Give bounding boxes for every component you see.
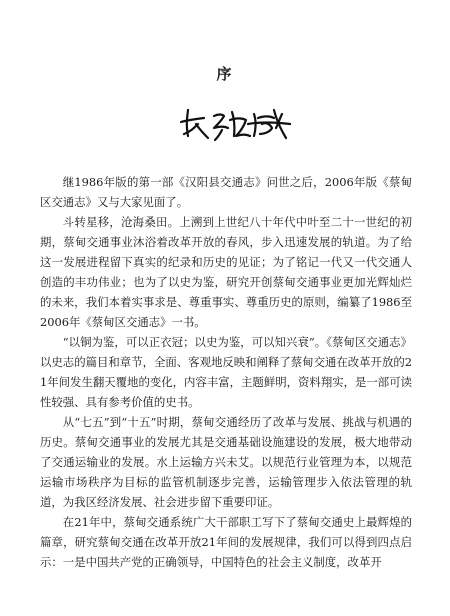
page-title: 序 (216, 65, 234, 83)
paragraph-2: 斗转星移，沧海桑田。上溯到上世纪八十年代中叶至二十一世纪的初期，蔡甸交通事业沐浴着改革开放的春风，步入迅速发展的轨道。为了给这一发展进程留下真实的纪录和历史的见证；为了铭记一代又一代交通人创造的丰功伟业；也为了以史为鉴，研究开创蔡甸交通事业更加光辉灿烂的未来，我们本着实事求是、尊重事实、尊重历史的原则，编纂了1986至2006年《蔡甸区交通志》一书。 (40, 215, 412, 329)
paragraph-4: 从“七五”到“十五”时期，蔡甸交通经历了改革与发展、挑战与机遇的历史。蔡甸交通事业的发展尤其是交通基础设施建设的发展，极大地带动了交通运输业的发展。水上运输方兴未艾。以规范行业管理为本，以规范运输市场秩序为目标的监管机制逐步完善，运输管理步入依法管理的轨道，为我区经济发展、社会进步留下重要印证。 (40, 415, 412, 509)
paragraph-5: 在21年中，蔡甸交通系统广大干部职工写下了蔡甸交通史上最辉煌的篇章，研究蔡甸交通在改革开放21年间的发展规律，我们可以得到四点启示：一是中国共产党的正确领导，中国特色的社会主义制度，改革开 (40, 515, 412, 569)
paragraph-3: “以铜为鉴，可以正衣冠；以史为鉴，可以知兴衰”。《蔡甸区交通志》以史志的篇目和章节，全面、客观地反映和阐释了蔡甸交通在改革开放的21年间发生翻天覆地的变化，内容丰富，主题鲜明，资料翔实，是一部可读性较强、具有参考价值的史书。 (40, 335, 412, 409)
handwritten-signature (178, 104, 292, 144)
preface-body (40, 172, 412, 572)
paragraph-1: 继1986年版的第一部《汉阳县交通志》问世之后，2006年版《蔡甸区交通志》又与大家见面了。 (40, 175, 412, 209)
